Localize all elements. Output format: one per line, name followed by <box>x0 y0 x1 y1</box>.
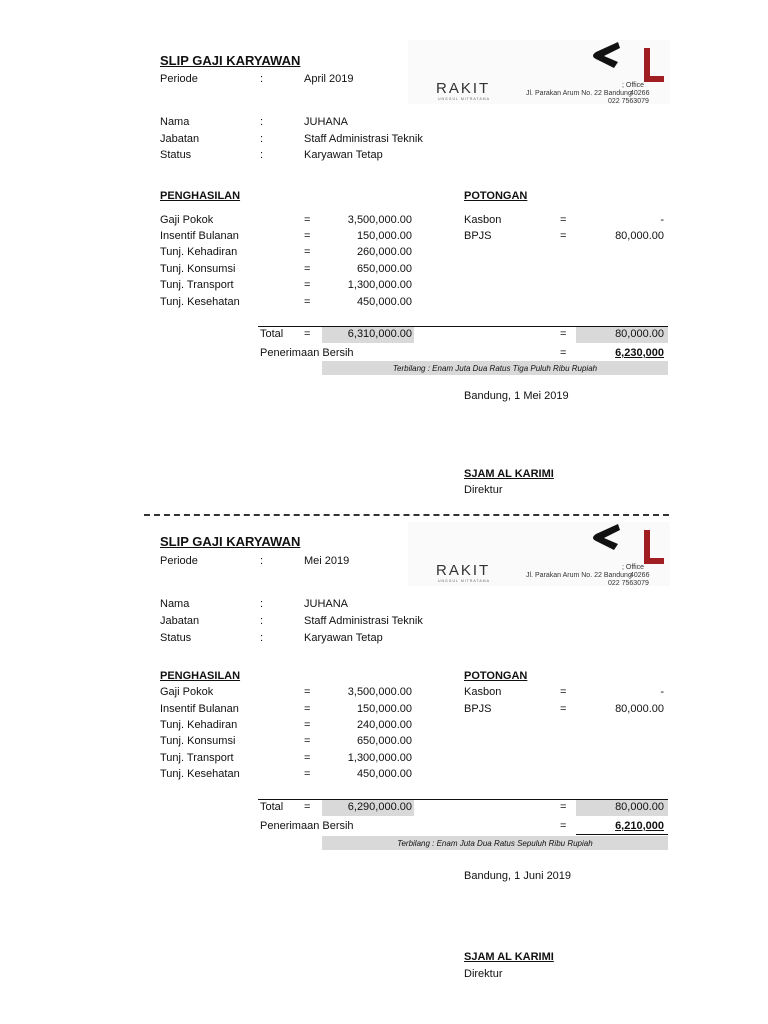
equals-sign: = <box>304 768 311 780</box>
company-phone: 022 7563079 <box>608 98 649 105</box>
earnings-heading: PENGHASILAN <box>160 190 241 202</box>
colon: : <box>260 632 264 644</box>
employee-status-value: Karyawan Tetap <box>304 149 383 161</box>
company-postcode: 40266 <box>630 572 650 579</box>
employee-name-value: JUHANA <box>304 116 349 128</box>
net-pay-label: Penerimaan Bersih <box>260 347 354 359</box>
total-deductions-value: 80,000.00 <box>615 328 664 340</box>
equals-sign: = <box>304 246 311 258</box>
equals-sign: = <box>304 719 311 731</box>
equals-sign: = <box>304 296 311 308</box>
earning-label: Tunj. Transport <box>160 752 234 764</box>
net-pay-value: 6,210,000 <box>615 820 664 832</box>
employee-position-value: Staff Administrasi Teknik <box>304 615 423 627</box>
earning-label: Gaji Pokok <box>160 686 214 698</box>
colon: : <box>260 116 264 128</box>
company-address: Jl. Parakan Arum No. 22 Bandung <box>526 572 632 579</box>
earnings-heading: PENGHASILAN <box>160 670 241 682</box>
company-office: ; Office <box>622 82 645 89</box>
deduction-value: 80,000.00 <box>615 230 664 242</box>
deduction-label: BPJS <box>464 230 492 242</box>
earning-value: 3,500,000.00 <box>347 686 412 698</box>
company-postcode: 40266 <box>630 90 650 97</box>
employee-position-label: Jabatan <box>160 133 200 145</box>
deduction-value: - <box>660 214 664 226</box>
signer-title: Direktur <box>464 484 503 496</box>
earning-value: 650,000.00 <box>356 263 412 275</box>
earning-value: 150,000.00 <box>356 230 412 242</box>
slip-title: SLIP GAJI KARYAWAN <box>160 53 301 68</box>
earning-value: 150,000.00 <box>356 703 412 715</box>
deductions-heading: POTONGAN <box>464 670 528 682</box>
colon: : <box>260 615 264 627</box>
net-pay-value: 6,230,000 <box>615 347 664 359</box>
colon: : <box>260 73 264 85</box>
employee-position-value: Staff Administrasi Teknik <box>304 133 423 145</box>
equals-sign: = <box>304 214 311 226</box>
earning-value: 260,000.00 <box>356 246 412 258</box>
earning-label: Tunj. Kesehatan <box>160 296 240 308</box>
total-label: Total <box>260 801 284 813</box>
earning-value: 450,000.00 <box>356 768 412 780</box>
earning-value: 650,000.00 <box>356 735 412 747</box>
signer-name: SJAM AL KARIMI <box>464 951 554 963</box>
periode-label: Periode <box>160 555 198 567</box>
earning-value: 3,500,000.00 <box>347 214 412 226</box>
company-logo-subtext: UNGGUL MITRATAMA <box>438 579 490 583</box>
equals-sign: = <box>304 703 311 715</box>
company-logo-text: RAKIT <box>436 80 491 97</box>
slip-title: SLIP GAJI KARYAWAN <box>160 534 301 549</box>
equals-sign: = <box>304 328 311 340</box>
employee-status-label: Status <box>160 632 192 644</box>
deduction-label: BPJS <box>464 703 492 715</box>
total-deductions-value: 80,000.00 <box>615 801 664 813</box>
earning-value: 240,000.00 <box>356 719 412 731</box>
earning-value: 1,300,000.00 <box>347 279 412 291</box>
colon: : <box>260 598 264 610</box>
employee-name-value: JUHANA <box>304 598 349 610</box>
periode-label: Periode <box>160 73 198 85</box>
colon: : <box>260 149 264 161</box>
equals-sign: = <box>560 328 567 340</box>
employee-name-label: Nama <box>160 598 190 610</box>
earning-label: Insentif Bulanan <box>160 230 239 242</box>
equals-sign: = <box>304 752 311 764</box>
cut-line-separator <box>144 514 669 516</box>
earning-label: Tunj. Konsumsi <box>160 263 236 275</box>
deduction-label: Kasbon <box>464 686 502 698</box>
periode-value: Mei 2019 <box>304 555 350 567</box>
colon: : <box>260 133 264 145</box>
earning-label: Gaji Pokok <box>160 214 214 226</box>
equals-sign: = <box>560 686 567 698</box>
place-date: Bandung, 1 Juni 2019 <box>464 870 572 882</box>
colon: : <box>260 555 264 567</box>
periode-value: April 2019 <box>304 73 354 85</box>
earning-label: Tunj. Kehadiran <box>160 719 238 731</box>
earning-value: 1,300,000.00 <box>347 752 412 764</box>
equals-sign: = <box>560 230 567 242</box>
employee-name-label: Nama <box>160 116 190 128</box>
equals-sign: = <box>560 703 567 715</box>
signer-name: SJAM AL KARIMI <box>464 468 554 480</box>
deduction-value: 80,000.00 <box>615 703 664 715</box>
equals-sign: = <box>560 214 567 226</box>
employee-status-value: Karyawan Tetap <box>304 632 383 644</box>
equals-sign: = <box>560 801 567 813</box>
amount-in-words: Terbilang : Enam Juta Dua Ratus Tiga Puluh Ribu Rupiah <box>392 364 598 373</box>
company-logo-text: RAKIT <box>436 562 491 579</box>
deductions-heading: POTONGAN <box>464 190 528 202</box>
equals-sign: = <box>560 347 567 359</box>
equals-sign: = <box>304 230 311 242</box>
equals-sign: = <box>304 801 311 813</box>
equals-sign: = <box>304 263 311 275</box>
earning-label: Tunj. Konsumsi <box>160 735 236 747</box>
employee-status-label: Status <box>160 149 192 161</box>
deduction-label: Kasbon <box>464 214 502 226</box>
earning-value: 450,000.00 <box>356 296 412 308</box>
deduction-value: - <box>660 686 664 698</box>
equals-sign: = <box>304 735 311 747</box>
total-earnings-value: 6,290,000.00 <box>347 801 412 813</box>
company-logo-block <box>408 522 670 586</box>
company-office: ; Office <box>622 564 645 571</box>
earning-label: Tunj. Transport <box>160 279 234 291</box>
company-address: Jl. Parakan Arum No. 22 Bandung <box>526 90 632 97</box>
company-phone: 022 7563079 <box>608 580 649 587</box>
company-logo-subtext: UNGGUL MITRATAMA <box>438 97 490 101</box>
amount-in-words: Terbilang : Enam Juta Dua Ratus Sepuluh Ribu Rupiah <box>397 839 593 848</box>
equals-sign: = <box>304 279 311 291</box>
earning-label: Tunj. Kesehatan <box>160 768 240 780</box>
signer-title: Direktur <box>464 968 503 980</box>
earning-label: Tunj. Kehadiran <box>160 246 238 258</box>
net-pay-rule <box>576 834 668 835</box>
employee-position-label: Jabatan <box>160 615 200 627</box>
equals-sign: = <box>560 820 567 832</box>
total-earnings-value: 6,310,000.00 <box>347 328 412 340</box>
total-label: Total <box>260 328 284 340</box>
earning-label: Insentif Bulanan <box>160 703 239 715</box>
place-date: Bandung, 1 Mei 2019 <box>464 390 569 402</box>
net-pay-label: Penerimaan Bersih <box>260 820 354 832</box>
equals-sign: = <box>304 686 311 698</box>
